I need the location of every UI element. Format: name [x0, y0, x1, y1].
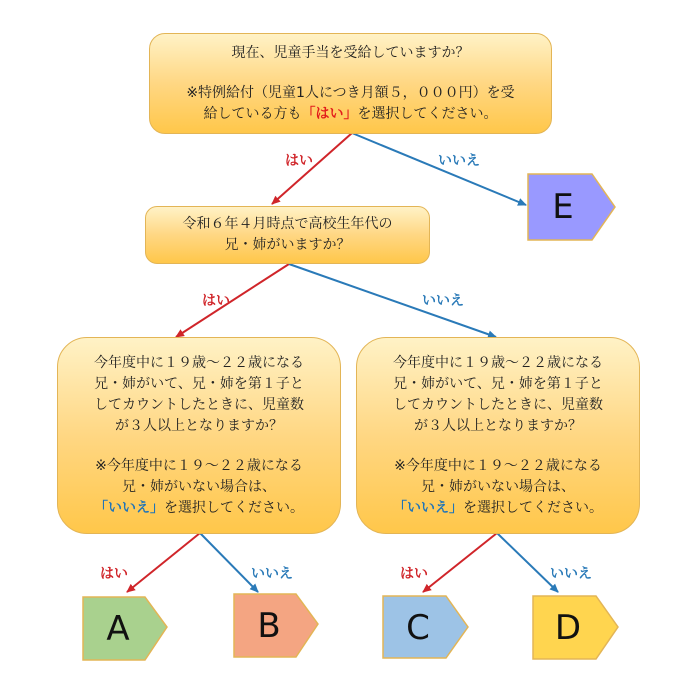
arrow-q3l-yes: [127, 533, 200, 592]
q3r-line1: 今年度中に１９歳～２２歳になる: [393, 354, 603, 371]
q3r-line3: してカウントしたときに、児童数: [393, 396, 603, 413]
q3l-line2: 兄・姉がいて、兄・姉を第１子と: [94, 375, 304, 392]
question-box-3-right: [356, 337, 640, 534]
q3l-line3: してカウントしたときに、児童数: [94, 396, 304, 413]
question-box-2: [145, 206, 430, 264]
question-2-line1: 令和６年４月時点で高校生年代の: [182, 216, 393, 232]
q3r-note-line3: 「いいえ」を選択してください。: [393, 499, 603, 516]
question-1-note-line2: 給している方も「はい」を選択してください。: [203, 105, 498, 122]
question-box-1: [149, 33, 552, 134]
edge-label-q3l-yes: はい: [100, 566, 128, 582]
edge-label-q1-no: いいえ: [438, 153, 480, 169]
edge-label-q3r-no: いいえ: [550, 566, 592, 582]
edge-label-q1-yes: はい: [285, 153, 313, 169]
q3r-note-line2: 兄・姉がいない場合は、: [421, 478, 575, 495]
q3r-line4: が３人以上となりますか？: [414, 417, 582, 434]
question-1-text: 現在、児童手当を受給していますか？: [231, 44, 470, 61]
q3r-note-line1: ※今年度中に１９～２２歳になる: [394, 457, 602, 474]
q3r-line2: 兄・姉がいて、兄・姉を第１子と: [393, 375, 603, 392]
arrow-q3r-no: [497, 533, 558, 592]
question-box-3-left: [57, 337, 341, 534]
q3l-note-line2: 兄・姉がいない場合は、: [122, 478, 276, 495]
edge-label-q3l-no: いいえ: [251, 566, 293, 582]
question-1-note-line1: ※特例給付（児童1人につき月額５，０００円）を受: [186, 84, 515, 101]
edge-label-q2-yes: はい: [202, 293, 230, 309]
terminal-label-A: A: [106, 609, 130, 649]
q3l-line1: 今年度中に１９歳～２２歳になる: [94, 354, 304, 371]
terminal-label-C: C: [406, 608, 430, 648]
edge-label-q3r-yes: はい: [400, 566, 428, 582]
terminal-label-D: D: [554, 608, 582, 648]
q3l-line4: が３人以上となりますか？: [115, 417, 283, 434]
arrow-q2-no: [289, 264, 496, 337]
arrow-q2-yes: [176, 264, 289, 337]
terminal-label-B: B: [257, 606, 281, 646]
arrow-q3r-yes: [423, 533, 497, 592]
q3l-note-line3: 「いいえ」を選択してください。: [94, 499, 304, 516]
arrow-q3l-no: [200, 533, 258, 592]
no-highlight: 「いいえ」: [393, 499, 463, 516]
yes-highlight: 「はい」: [301, 105, 358, 122]
question-2-line2: 兄・姉がいますか？: [224, 237, 351, 253]
terminal-label-E: E: [552, 187, 574, 227]
edge-label-q2-no: いいえ: [422, 293, 464, 309]
no-highlight: 「いいえ」: [94, 499, 164, 516]
q3l-note-line1: ※今年度中に１９～２２歳になる: [95, 457, 303, 474]
